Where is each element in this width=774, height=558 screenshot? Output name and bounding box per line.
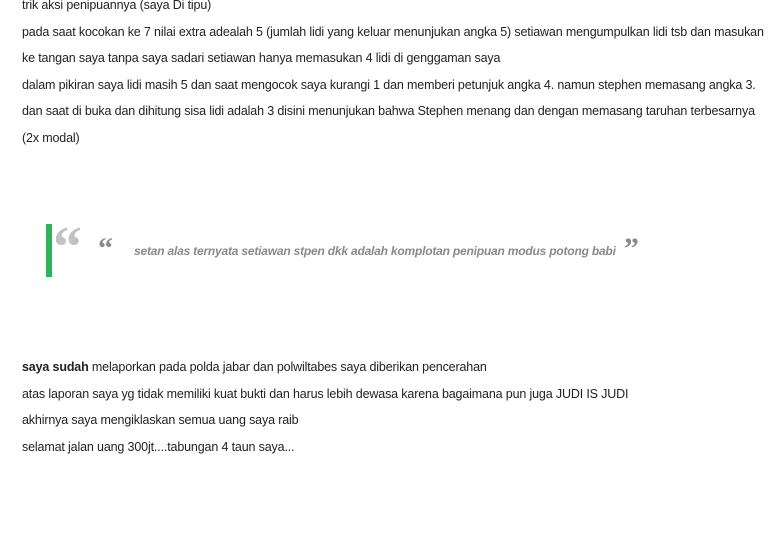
bold-lead: saya sudah: [22, 360, 89, 374]
report-first-rest: melaporkan pada polda jabar dan polwiltabes saya diberikan pencerahan: [88, 360, 487, 374]
paragraph-line: dalam pikiran saya lidi masih 5 dan saat mengocok saya kurangi 1 dan memberi petunjuk angka 4. namun stephen memasang angka 3.: [22, 77, 756, 92]
paragraph-line: ke tangan saya tanpa saya sadari setiawan hanya memasukan 4 lidi di genggaman saya: [22, 51, 501, 65]
quote-open-large-icon: “: [53, 214, 82, 279]
quote-open-icon: “: [98, 232, 113, 265]
paragraph-line: dan saat di buka dan dihitung sisa lidi adalah 3 disini menunjukan bahwa Stephen menang dan dengan memasang taruhan terbesarnya (2x modal): [22, 104, 755, 145]
paragraph-line: selamat jalan uang 300jt....tabungan 4 taun saya...: [22, 439, 295, 454]
quote-close-icon: ”: [624, 232, 639, 265]
report-line-first: [22, 354, 768, 381]
paragraph-line: trik aksi penipuannya (saya Di tipu): [22, 0, 212, 12]
paragraph-line: akhirnya saya mengiklaskan semua uang saya raib: [22, 413, 299, 427]
blockquote-accent-bar: [46, 224, 52, 277]
paragraph-line: pada saat kocokan ke 7 nilai extra adealah 5 (jumlah lidi yang keluar menunjukan angka 5) setiawan mengumpulkan lidi tsb dan masukan: [22, 24, 764, 39]
report-section: [22, 354, 768, 460]
blockquote: [46, 214, 666, 279]
blockquote-text: setan alas ternyata setiawan stpen dkk adalah komplotan penipuan modus potong babi: [134, 244, 616, 258]
article-body: [22, 0, 768, 151]
paragraph-line: atas laporan saya yg tidak memiliki kuat bukti dan harus lebih dewasa karena bagaimana pun juga JUDI IS JUDI: [22, 386, 629, 401]
